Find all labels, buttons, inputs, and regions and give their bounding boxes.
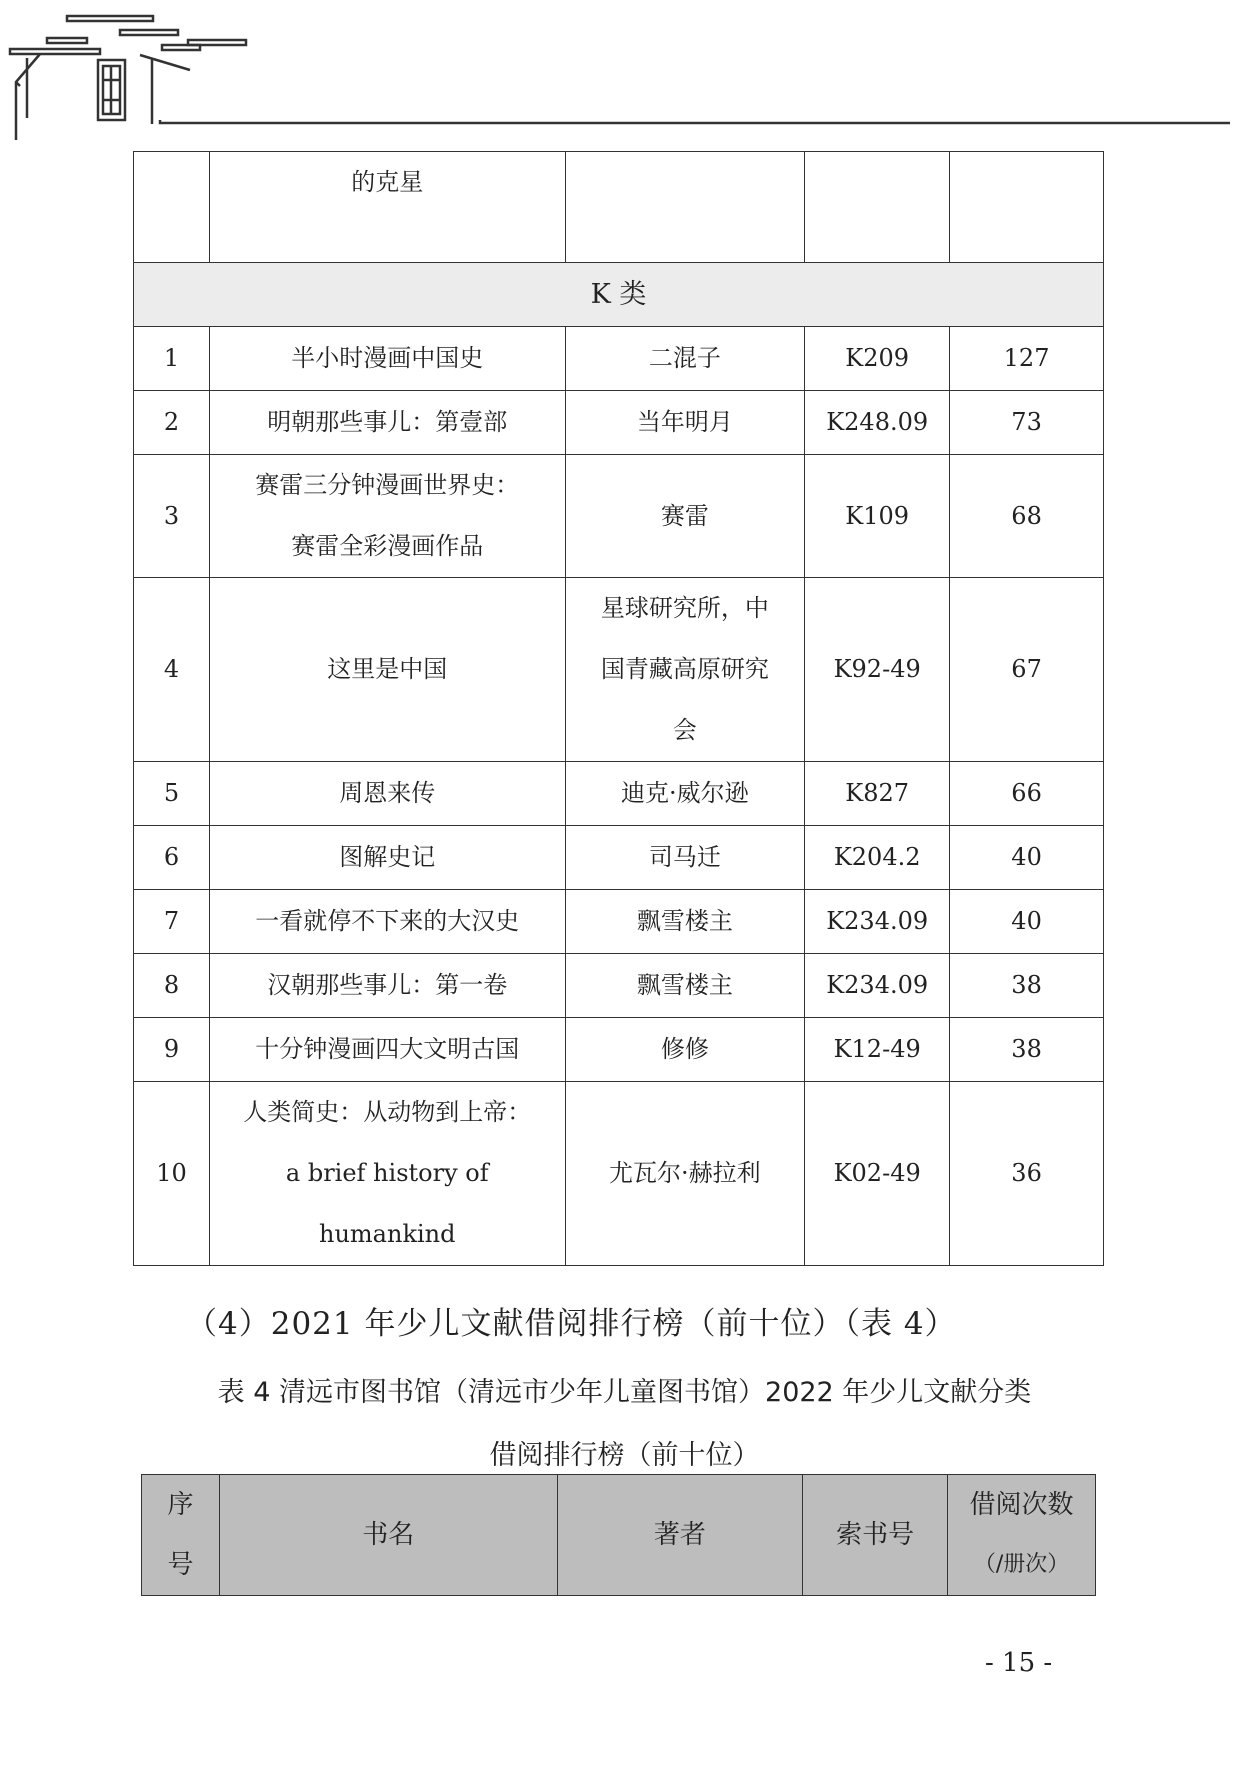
author-cell-line: 飘雪楼主 — [636, 971, 733, 999]
continued-row — [134, 152, 1104, 263]
header-author: 著者 — [557, 1475, 803, 1596]
author-cell-line: 尤瓦尔·赫拉利 — [609, 1159, 761, 1187]
author-cell — [565, 1082, 805, 1266]
table-caption-line1: 表 4 清远市图书馆（清远市少年儿童图书馆）2022 年少儿文献分类 — [217, 1377, 1032, 1408]
count-cell: 67 — [950, 578, 1104, 762]
rank-cell: 8 — [134, 954, 210, 1018]
author-cell — [565, 578, 805, 762]
title-cell-line: 人类简史：从动物到上帝： — [243, 1098, 532, 1126]
header-no-line: 序 — [167, 1490, 194, 1520]
count-cell: 127 — [950, 327, 1104, 391]
rank-cell: 6 — [134, 826, 210, 890]
call-no-cell: K234.09 — [805, 954, 950, 1018]
call-no-cell: K02-49 — [805, 1082, 950, 1266]
call-no-cell: K827 — [805, 762, 950, 826]
header-count-line: 借阅次数 — [969, 1490, 1074, 1520]
rank-cell: 1 — [134, 327, 210, 391]
author-cell — [565, 455, 805, 578]
header-no — [142, 1475, 220, 1596]
table-row — [134, 578, 1104, 762]
title-cell — [209, 391, 565, 455]
title-cell — [209, 1018, 565, 1082]
title-cell-line: 这里是中国 — [327, 655, 448, 683]
table-row — [134, 1082, 1104, 1266]
title-cell-line: 一看就停不下来的大汉史 — [255, 907, 520, 935]
title-cell-line: 半小时漫画中国史 — [291, 344, 484, 372]
title-cell — [209, 762, 565, 826]
author-cell-line: 修修 — [660, 1035, 709, 1063]
header-call-no: 索书号 — [803, 1475, 948, 1596]
title-cell — [209, 327, 565, 391]
table-row — [134, 327, 1104, 391]
table-row — [134, 455, 1104, 578]
title-cell-line: 赛雷三分钟漫画世界史： — [255, 471, 520, 499]
table-row — [134, 826, 1104, 890]
author-cell-line: 飘雪楼主 — [636, 907, 733, 935]
title-cell-line: 图解史记 — [339, 843, 436, 871]
title-cell — [209, 890, 565, 954]
title-cell-line: 汉朝那些事儿：第一卷 — [267, 971, 508, 999]
count-cell: 40 — [950, 890, 1104, 954]
author-cell — [565, 954, 805, 1018]
header-count-line: （/册次） — [973, 1552, 1070, 1577]
title-cell-line: 明朝那些事儿：第壹部 — [267, 408, 508, 436]
author-cell — [565, 1018, 805, 1082]
rank-cell: 10 — [134, 1082, 210, 1266]
category-row — [134, 263, 1104, 327]
call-no-cell — [805, 152, 950, 263]
author-cell — [565, 391, 805, 455]
count-cell: 73 — [950, 391, 1104, 455]
rank-cell — [134, 152, 210, 263]
title-cell: 的克星 — [209, 152, 565, 263]
table4-header-row — [142, 1475, 1096, 1596]
call-no-cell: K248.09 — [805, 391, 950, 455]
title-cell — [209, 826, 565, 890]
rank-cell: 5 — [134, 762, 210, 826]
title-cell-line: 十分钟漫画四大文明古国 — [255, 1035, 520, 1063]
call-no-cell: K109 — [805, 455, 950, 578]
category-cell: K 类 — [134, 263, 1104, 327]
title-cell-line: 周恩来传 — [339, 779, 436, 807]
table-row — [134, 762, 1104, 826]
author-cell-line: 司马迁 — [648, 843, 721, 871]
author-cell — [565, 152, 805, 263]
title-cell-line: a brief history of humankind — [285, 1159, 489, 1248]
author-cell-line: 星球研究所，中 — [600, 594, 769, 622]
count-cell: 68 — [950, 455, 1104, 578]
title-cell — [209, 1082, 565, 1266]
header-no-line: 号 — [167, 1550, 194, 1580]
count-cell: 40 — [950, 826, 1104, 890]
call-no-cell: K12-49 — [805, 1018, 950, 1082]
author-cell-line: 二混子 — [648, 344, 721, 372]
rank-cell: 2 — [134, 391, 210, 455]
title-cell — [209, 954, 565, 1018]
header-ornament — [0, 0, 1249, 145]
count-cell: 66 — [950, 762, 1104, 826]
page-number: - 15 - — [985, 1648, 1053, 1678]
author-cell-line: 国青藏高原研究 — [600, 655, 769, 683]
title-cell — [209, 578, 565, 762]
author-cell — [565, 826, 805, 890]
table-caption-line2: 借阅排行榜（前十位） — [489, 1440, 760, 1471]
table4-header — [141, 1474, 1096, 1596]
call-no-cell: K209 — [805, 327, 950, 391]
title-cell — [209, 455, 565, 578]
header-title: 书名 — [219, 1475, 557, 1596]
call-no-cell: K234.09 — [805, 890, 950, 954]
author-cell-line: 当年明月 — [636, 408, 733, 436]
count-cell: 36 — [950, 1082, 1104, 1266]
rank-cell: 4 — [134, 578, 210, 762]
author-cell-line: 会 — [672, 716, 697, 744]
count-cell: 38 — [950, 1018, 1104, 1082]
rank-cell: 9 — [134, 1018, 210, 1082]
author-cell — [565, 327, 805, 391]
section-heading: （4）2021 年少儿文献借阅排行榜（前十位）（表 4） — [186, 1306, 957, 1342]
author-cell-line: 迪克·威尔逊 — [621, 779, 749, 807]
rank-cell: 7 — [134, 890, 210, 954]
title-cell-line: 赛雷全彩漫画作品 — [291, 532, 484, 560]
call-no-cell: K204.2 — [805, 826, 950, 890]
author-cell — [565, 890, 805, 954]
table-row — [134, 890, 1104, 954]
header-count — [948, 1475, 1096, 1596]
author-cell — [565, 762, 805, 826]
count-cell — [950, 152, 1104, 263]
table-row — [134, 391, 1104, 455]
table-row — [134, 1018, 1104, 1082]
ranking-table — [133, 151, 1104, 1266]
rank-cell: 3 — [134, 455, 210, 578]
count-cell: 38 — [950, 954, 1104, 1018]
author-cell-line: 赛雷 — [660, 501, 709, 530]
table-row — [134, 954, 1104, 1018]
call-no-cell: K92-49 — [805, 578, 950, 762]
